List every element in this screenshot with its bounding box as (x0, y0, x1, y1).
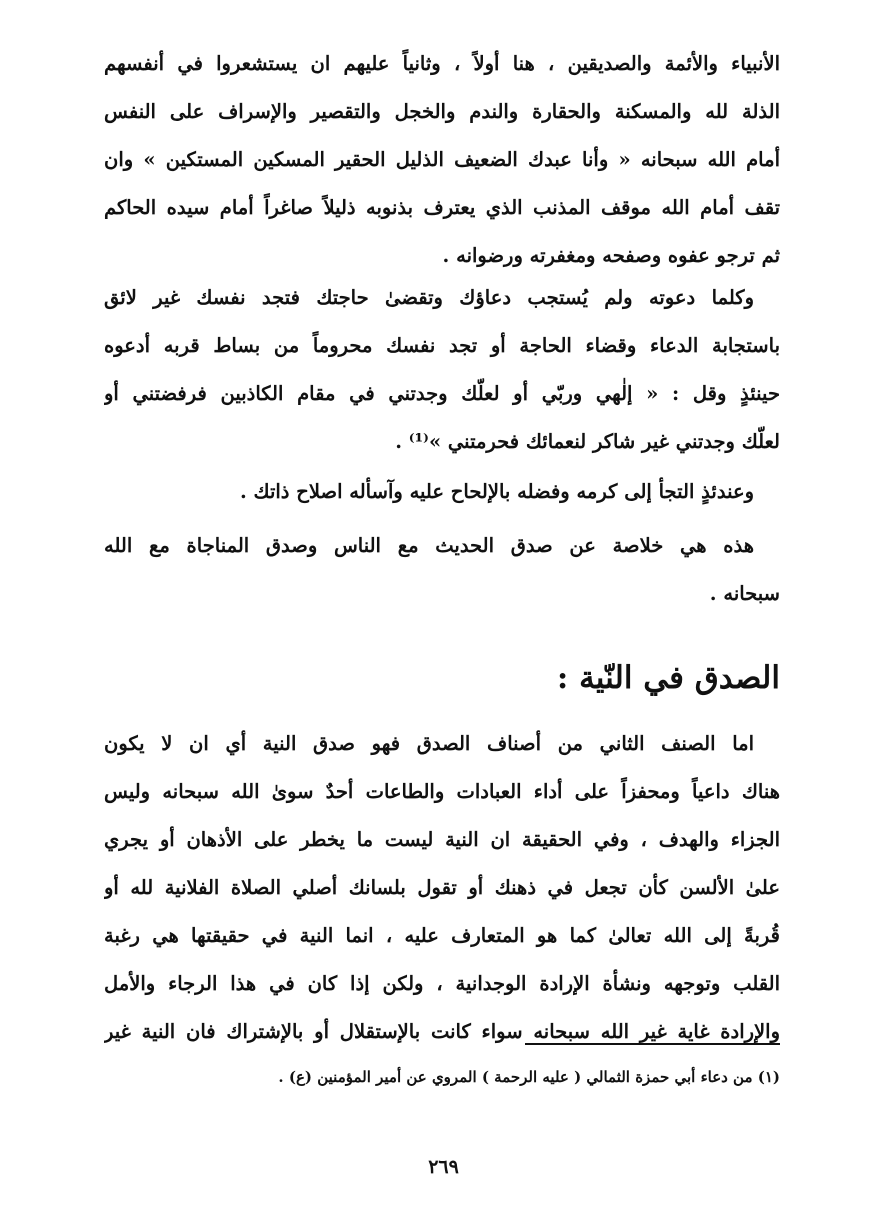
section-heading: الصدق في النّية : (556, 660, 780, 696)
text-line: ثم ترجو عفوه وصفحه ومغفرته ورضوانه . (442, 244, 780, 267)
text-line: والإرادة غاية غير الله سبحانه سواء كانت بالإستقلال أو بالإشتراك فان النية غير (104, 1020, 780, 1043)
text-line: لعلّك وجدتني غير شاكر لنعمائك فحرمتني »⁽¹⁾ . (395, 430, 780, 453)
text-line: الجزاء والهدف ، وفي الحقيقة ان النية ليست ما يخطر على الأذهان أو يجري (104, 828, 780, 851)
text-line: وكلما دعوته ولم يُستجب دعاؤك وتقضىٰ حاجتك فتجد نفسك غير لائق (104, 286, 754, 309)
text-line: علىٰ الألسن كأن تجعل في ذهنك أو تقول بلسانك أصلي الصلاة الفلانية لله أو (104, 876, 780, 899)
text-line: باستجابة الدعاء وقضاء الحاجة أو تجد نفسك محروماً من بساط قربه أدعوه (104, 334, 780, 357)
text-line: تقف أمام الله موقف المذنب الذي يعترف بذنوبه ذليلاً صاغراً أمام سيده الحاكم (104, 196, 780, 219)
text-line: وعندئذٍ التجأ إلى كرمه وفضله بالإلحاح عليه وآسأله اصلاح ذاتك . (239, 480, 754, 503)
paragraph-4 (104, 522, 780, 618)
text-line: القلب وتوجهه ونشأة الإرادة الوجدانية ، ولكن إذا كان في هذا الرجاء والأمل (104, 972, 780, 995)
page-number: ٢٦٩ (428, 1156, 459, 1178)
text-line: حينئذٍ وقل : « إلٰهي وربّي أو لعلّك وجدتني في مقام الكاذبين فرفضتني أو (104, 382, 780, 405)
text-line: هذه هي خلاصة عن صدق الحديث مع الناس وصدق المناجاة مع الله (104, 534, 754, 557)
paragraph-3 (104, 468, 780, 516)
text-line: الذلة لله والمسكنة والحقارة والندم والخجل والتقصير والإسراف على النفس (104, 100, 780, 123)
text-line: أمام الله سبحانه « وأنا عبدك الضعيف الذليل الحقير المسكين المستكين » وان (104, 148, 780, 171)
text-line: اما الصنف الثاني من أصناف الصدق فهو صدق النية أي ان لا يكون (104, 732, 754, 755)
paragraph-2 (104, 274, 780, 466)
text-line: هناك داعياً ومحفزاً على أداء العبادات والطاعات أحدٌ سوىٰ الله سبحانه وليس (104, 780, 780, 803)
text-line: الأنبياء والأئمة والصديقين ، هنا أولاً ، وثانياً عليهم ان يستشعروا في أنفسهم (104, 52, 780, 75)
paragraph-1 (104, 40, 780, 280)
footnote-divider (525, 1043, 780, 1045)
text-line: قُربةً إلى الله تعالىٰ كما هو المتعارف عليه ، انما النية في حقيقتها هي رغبة (104, 924, 780, 947)
paragraph-5 (104, 720, 780, 1056)
text-line: سبحانه . (709, 582, 780, 605)
footnote: (١) من دعاء أبي حمزة الثمالي ( عليه الرحمة ) المروي عن أمير المؤمنين (ع) . (278, 1068, 780, 1086)
